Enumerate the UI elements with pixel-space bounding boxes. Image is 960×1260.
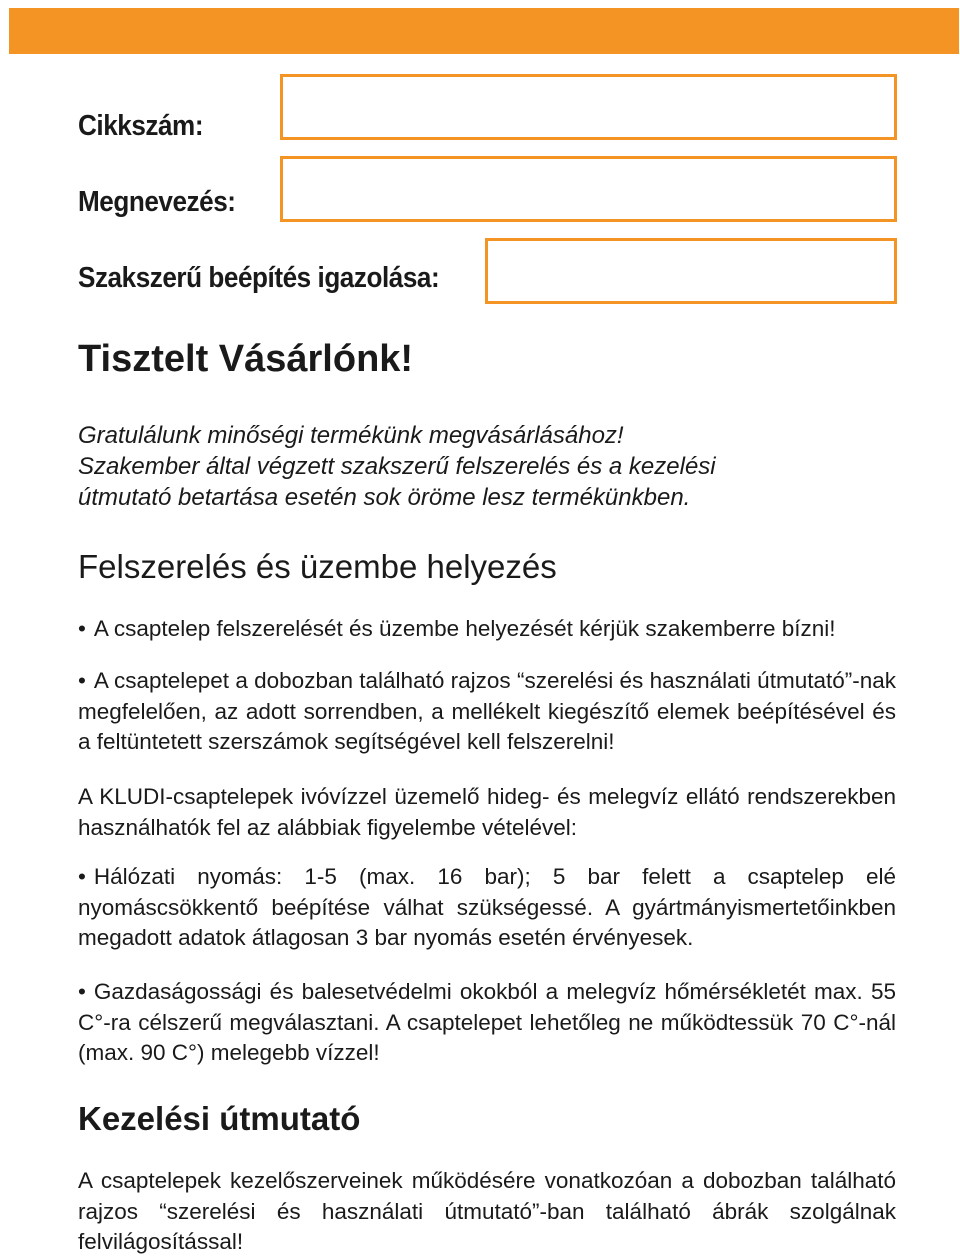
install-certification-field[interactable] [485,238,897,304]
bullet-icon: • [78,864,86,889]
install-certification-label: Szakszerű beépítés igazolása: [78,262,440,294]
installation-bullet-4 [78,977,896,1069]
bullet-text: Gazdaságossági és balesetvédelmi okokból a melegvíz hőmérsékletét max. 55 C°-ra célszerű megválasztani. A csaptelepet lehetőleg ne működtessük 70 C°-nál (max. 90 C°) melegebb vízzel! [78,979,896,1065]
bullet-text: A csaptelep felszerelését és üzembe helyezését kérjük szakemberre bízni! [93,616,836,641]
installation-heading: Felszerelés és üzembe helyezés [78,548,557,585]
intro-line: Gratulálunk minőségi termékünk megvásárlásához! [78,422,624,449]
name-label: Megnevezés: [78,186,236,218]
bullet-icon: • [78,616,86,641]
bullet-text: A csaptelepet a dobozban található rajzos “szerelési és használati útmutató”-nak megfelelően, az adott sorrendben, a mellékelt kiegészítő elemek beépítésével és a feltüntetett szerszámok segítségével kell felszerelni! [78,668,896,754]
bullet-text: Hálózati nyomás: 1-5 (max. 16 bar); 5 bar felett a csaptelep elé nyomáscsökkentő beépítése válhat szükségessé. A gyártmányismertetőinkben megadott adatok átlagosan 3 bar nyomás esetén érvényesek. [78,864,896,950]
item-number-label: Cikkszám: [78,110,204,142]
greeting-title: Tisztelt Vásárlónk! [78,338,414,380]
intro-paragraph [78,420,898,513]
operation-paragraph: A csaptelepek kezelőszerveinek működésére vonatkozóan a dobozban található rajzos “szerelési és használati útmutató”-ban található ábrák szolgálnak felvilágosítással! [78,1168,896,1254]
name-field[interactable] [280,156,897,222]
installation-bullet-2 [78,666,896,758]
bullet-icon: • [78,979,86,1004]
installation-bullet-1 [78,614,896,645]
item-number-field[interactable] [280,74,897,140]
operation-heading: Kezelési útmutató [78,1100,361,1137]
orange-header-band [9,8,959,54]
intro-line: Szakember által végzett szakszerű felszerelés és a kezelési [78,453,716,480]
kludi-paragraph: A KLUDI-csaptelepek ivóvízzel üzemelő hideg- és melegvíz ellátó rendszerekben használhatók fel az alábbiak figyelembe vételével: [78,784,896,840]
bullet-icon: • [78,668,86,693]
intro-line: útmutató betartása esetén sok öröme lesz termékünkben. [78,484,691,511]
installation-bullet-3 [78,862,896,954]
